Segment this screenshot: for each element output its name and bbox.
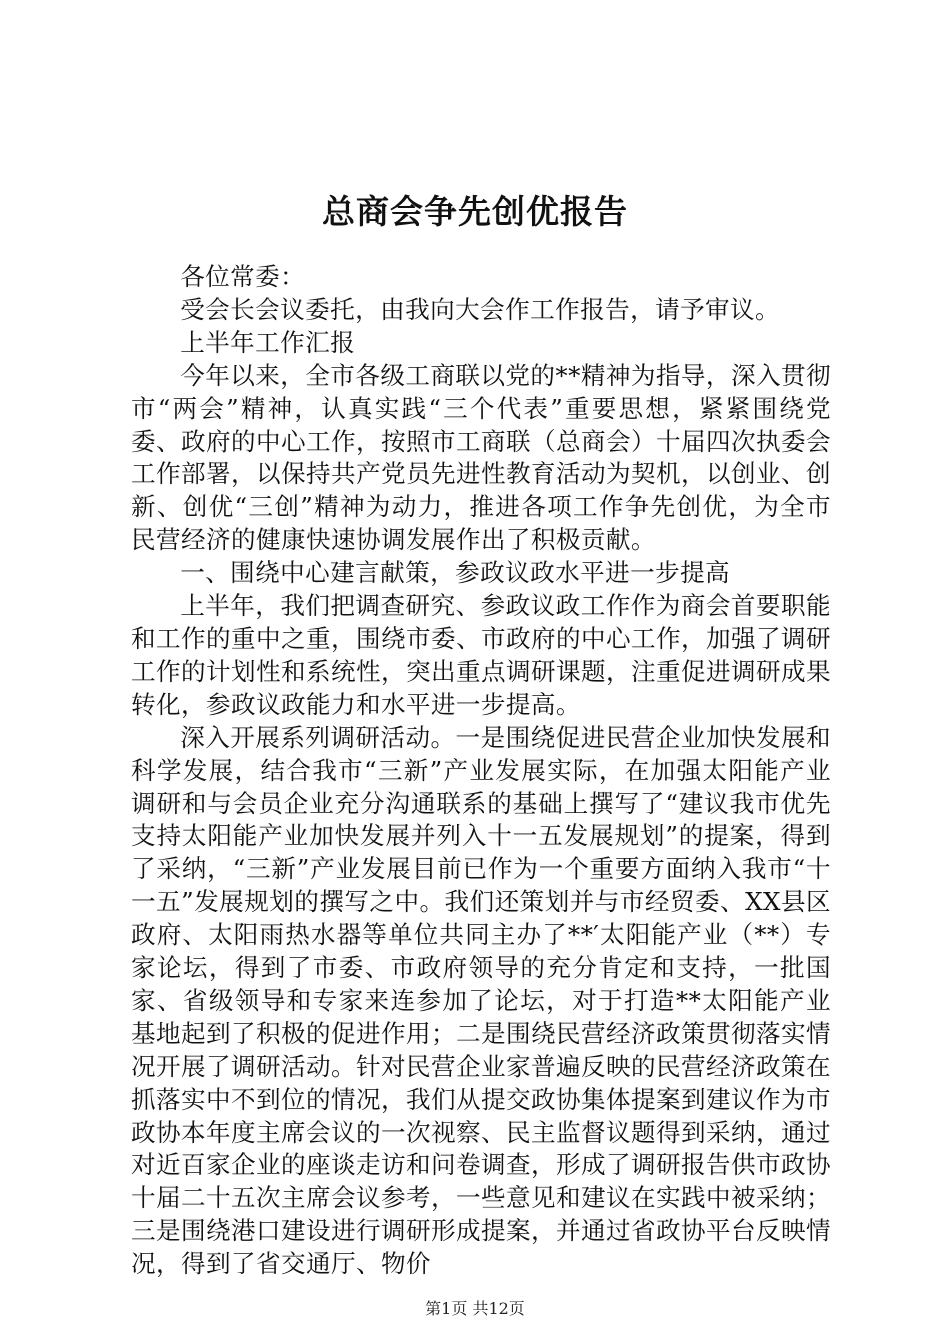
- intro-paragraph: 受会长会议委托，由我向大会作工作报告，请予审议。: [180, 294, 781, 324]
- body-paragraph: 今年以来，全市各级工商联以党的**精神为指导，深入贯彻市“两会”精神，认真实践“三个代表”重要思想，紧紧围绕党委、政府的中心工作，按照市工商联（总商会）十届四次执委会工作部署，以保持共产党员先进性教育活动为契机，以创业、创新、创优“三创”精神为动力，推进各项工作争先创优，为全市民营经济的健康快速协调发展作出了积极贡献。: [131, 360, 831, 555]
- body-paragraph: 深入开展系列调研活动。一是围绕促进民营企业加快发展和科学发展，结合我市“三新”产业发展实际，在加强太阳能产业调研和与会员企业充分沟通联系的基础上撰写了“建议我市优先支持太阳能产业加快发展并列入十一五发展规划”的提案，得到了采纳，“三新”产业发展目前已作为一个重要方面纳入我市“十一五”发展规划的撰写之中。我们还策划并与市经贸委、XX县区政府、太阳雨热水器等单位共同主办了**′太阳能产业（**）专家论坛，得到了市委、市政府领导的充分肯定和支持，一批国家、省级领导和专家来连参加了论坛，对于打造**太阳能产业基地起到了积极的促进作用；二是围绕民营经济政策贯彻落实情况开展了调研活动。针对民营企业家普遍反映的民营经济政策在抓落实中不到位的情况，我们从提交政协集体提案到建议作为市政协本年度主席会议的一次视察、民主监督议题得到采纳，通过对近百家企业的座谈走访和问卷调查，形成了调研报告供市政协十届二十五次主席会议参考，一些意见和建议在实践中被采纳；三是围绕港口建设进行调研形成提案，并通过省政协平台反映情况，得到了省交通厅、物价: [131, 722, 831, 1279]
- subsection-heading: 一、围绕中心建言献策，参政议政水平进一步提高: [180, 558, 731, 588]
- section-heading: 上半年工作汇报: [180, 327, 356, 357]
- document-body: [131, 261, 831, 1281]
- body-paragraph: 上半年，我们把调查研究、参政议政工作作为商会首要职能和工作的重中之重，围绕市委、市政府的中心工作，加强了调研工作的计划性和系统性，突出重点调研课题，注重促进调研成果转化，参政议政能力和水平进一步提高。: [131, 591, 831, 719]
- document-title: 总商会争先创优报告: [322, 192, 628, 231]
- salutation-paragraph: 各位常委：: [180, 262, 306, 291]
- page-number-footer: 第1页 共12页: [425, 1299, 525, 1318]
